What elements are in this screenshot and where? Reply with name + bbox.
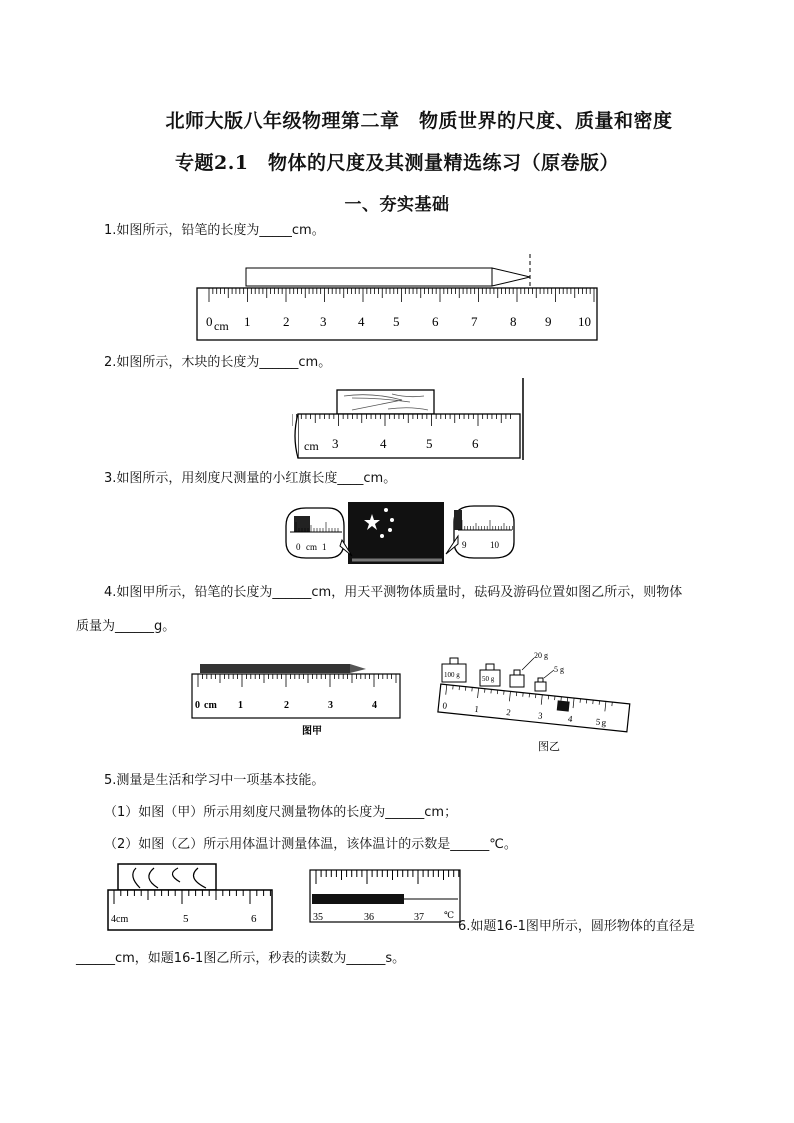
ruler-label-4: 4 bbox=[380, 436, 387, 451]
question-6-line-1: 6.如题16-1图甲所示，圆形物体的直径是 bbox=[458, 919, 695, 934]
right-label-10: 10 bbox=[490, 540, 499, 550]
ruler-label-3: 3 bbox=[328, 700, 333, 711]
question-4-line-1: 4.如图甲所示，铅笔的长度为______cm，用天平测物体质量时，砝码及游码位置如图乙所示，则物体 bbox=[104, 585, 683, 600]
ruler-label-7: 7 bbox=[471, 314, 478, 329]
rider bbox=[557, 700, 570, 711]
beam-label-5: 5 bbox=[595, 716, 601, 727]
section-heading: 一、夯实基础 bbox=[344, 195, 450, 215]
left-magnifier bbox=[286, 508, 352, 558]
ruler-label-2: 2 bbox=[283, 314, 290, 329]
mercury-column bbox=[312, 894, 404, 904]
beam-label-2: 2 bbox=[505, 707, 512, 718]
wooden-block bbox=[337, 390, 434, 414]
figure-caption: 图乙 bbox=[538, 741, 560, 753]
beam-label-4: 4 bbox=[567, 713, 573, 725]
thermo-label-36: 36 bbox=[364, 912, 374, 923]
ruler-label-2: 2 bbox=[284, 700, 289, 711]
ruler-label-1: 1 bbox=[244, 314, 251, 329]
weight-5g: 5 g bbox=[554, 665, 564, 674]
thermo-label-37: 37 bbox=[414, 912, 424, 923]
figure-caption: 图甲 bbox=[302, 726, 322, 737]
ruler-label-6: 6 bbox=[432, 314, 439, 329]
beam-scale bbox=[438, 684, 630, 732]
pencil bbox=[200, 664, 366, 673]
figure-3-flag-ruler bbox=[282, 496, 520, 572]
question-2: 2.如图所示，木块的长度为______cm。 bbox=[104, 355, 332, 370]
ruler-label-8: 8 bbox=[510, 314, 517, 329]
thermo-label-35: 35 bbox=[313, 912, 323, 923]
ruler-unit: cm bbox=[304, 439, 319, 453]
weight-20g: 20 g bbox=[534, 651, 548, 660]
beam-label-0: 0 bbox=[442, 700, 448, 711]
wooden-block bbox=[118, 864, 216, 890]
page-title: 北师大版八年级物理第二章 物质世界的尺度、质量和密度 bbox=[165, 110, 673, 132]
thermo-unit: ℃ bbox=[444, 910, 455, 920]
right-magnifier bbox=[446, 506, 514, 558]
question-3: 3.如图所示，用刻度尺测量的小红旗长度____cm。 bbox=[104, 471, 397, 486]
figure-2-block-ruler bbox=[292, 376, 528, 462]
ruler-label-4cm: 4cm bbox=[111, 914, 129, 925]
page-subtitle: 专题2.1 物体的尺度及其测量精选练习（原卷版） bbox=[174, 152, 620, 174]
figure-5b-thermometer bbox=[308, 866, 464, 930]
ruler-unit: cm bbox=[204, 700, 217, 711]
figure-4b-balance bbox=[434, 646, 634, 756]
beam-unit: g bbox=[601, 717, 607, 728]
beam-label-1: 1 bbox=[473, 703, 480, 715]
weights bbox=[442, 651, 564, 691]
ruler-label-4: 4 bbox=[372, 700, 377, 711]
question-5-part-2: （2）如图（乙）所示用体温计测量体温，该体温计的示数是______℃。 bbox=[104, 837, 517, 852]
ruler-label-4: 4 bbox=[358, 314, 365, 329]
ruler bbox=[108, 890, 272, 930]
question-5: 5.测量是生活和学习中一项基本技能。 bbox=[104, 773, 325, 788]
left-label-unit: cm bbox=[306, 542, 317, 552]
ruler-label-0: 0 bbox=[206, 314, 213, 329]
left-label-0: 0 bbox=[296, 542, 301, 552]
flag bbox=[348, 502, 444, 564]
ruler-unit: cm bbox=[214, 319, 229, 333]
ruler-label-0: 0 bbox=[195, 700, 200, 711]
ruler-label-10: 10 bbox=[578, 314, 591, 329]
ruler-label-6: 6 bbox=[251, 913, 257, 925]
ruler-label-5: 5 bbox=[393, 314, 400, 329]
figure-5a-block-ruler bbox=[106, 860, 276, 932]
weight-50g: 50 g bbox=[482, 675, 495, 683]
ruler-label-6: 6 bbox=[472, 436, 479, 451]
ruler-label-1: 1 bbox=[238, 700, 243, 711]
ruler-label-3: 3 bbox=[332, 436, 339, 451]
figure-1-pencil-ruler bbox=[196, 250, 600, 342]
ruler-label-3: 3 bbox=[320, 314, 327, 329]
question-6-line-2: ______cm，如题16-1图乙所示，秒表的读数为______s。 bbox=[76, 951, 406, 966]
figure-4a-pencil-ruler bbox=[190, 656, 404, 740]
question-1: 1.如图所示，铅笔的长度为_____cm。 bbox=[104, 223, 325, 238]
left-label-1: 1 bbox=[322, 542, 327, 552]
ruler-label-5: 5 bbox=[183, 913, 189, 925]
question-4-line-2: 质量为______g。 bbox=[76, 619, 176, 634]
ruler-label-5: 5 bbox=[426, 436, 433, 451]
ruler-label-9: 9 bbox=[545, 314, 552, 329]
beam-label-3: 3 bbox=[537, 710, 544, 721]
ruler bbox=[192, 674, 400, 718]
weight-100g: 100 g bbox=[444, 671, 460, 679]
right-label-9: 9 bbox=[462, 540, 467, 550]
question-5-part-1: （1）如图（甲）所示用刻度尺测量物体的长度为______cm； bbox=[104, 805, 458, 820]
